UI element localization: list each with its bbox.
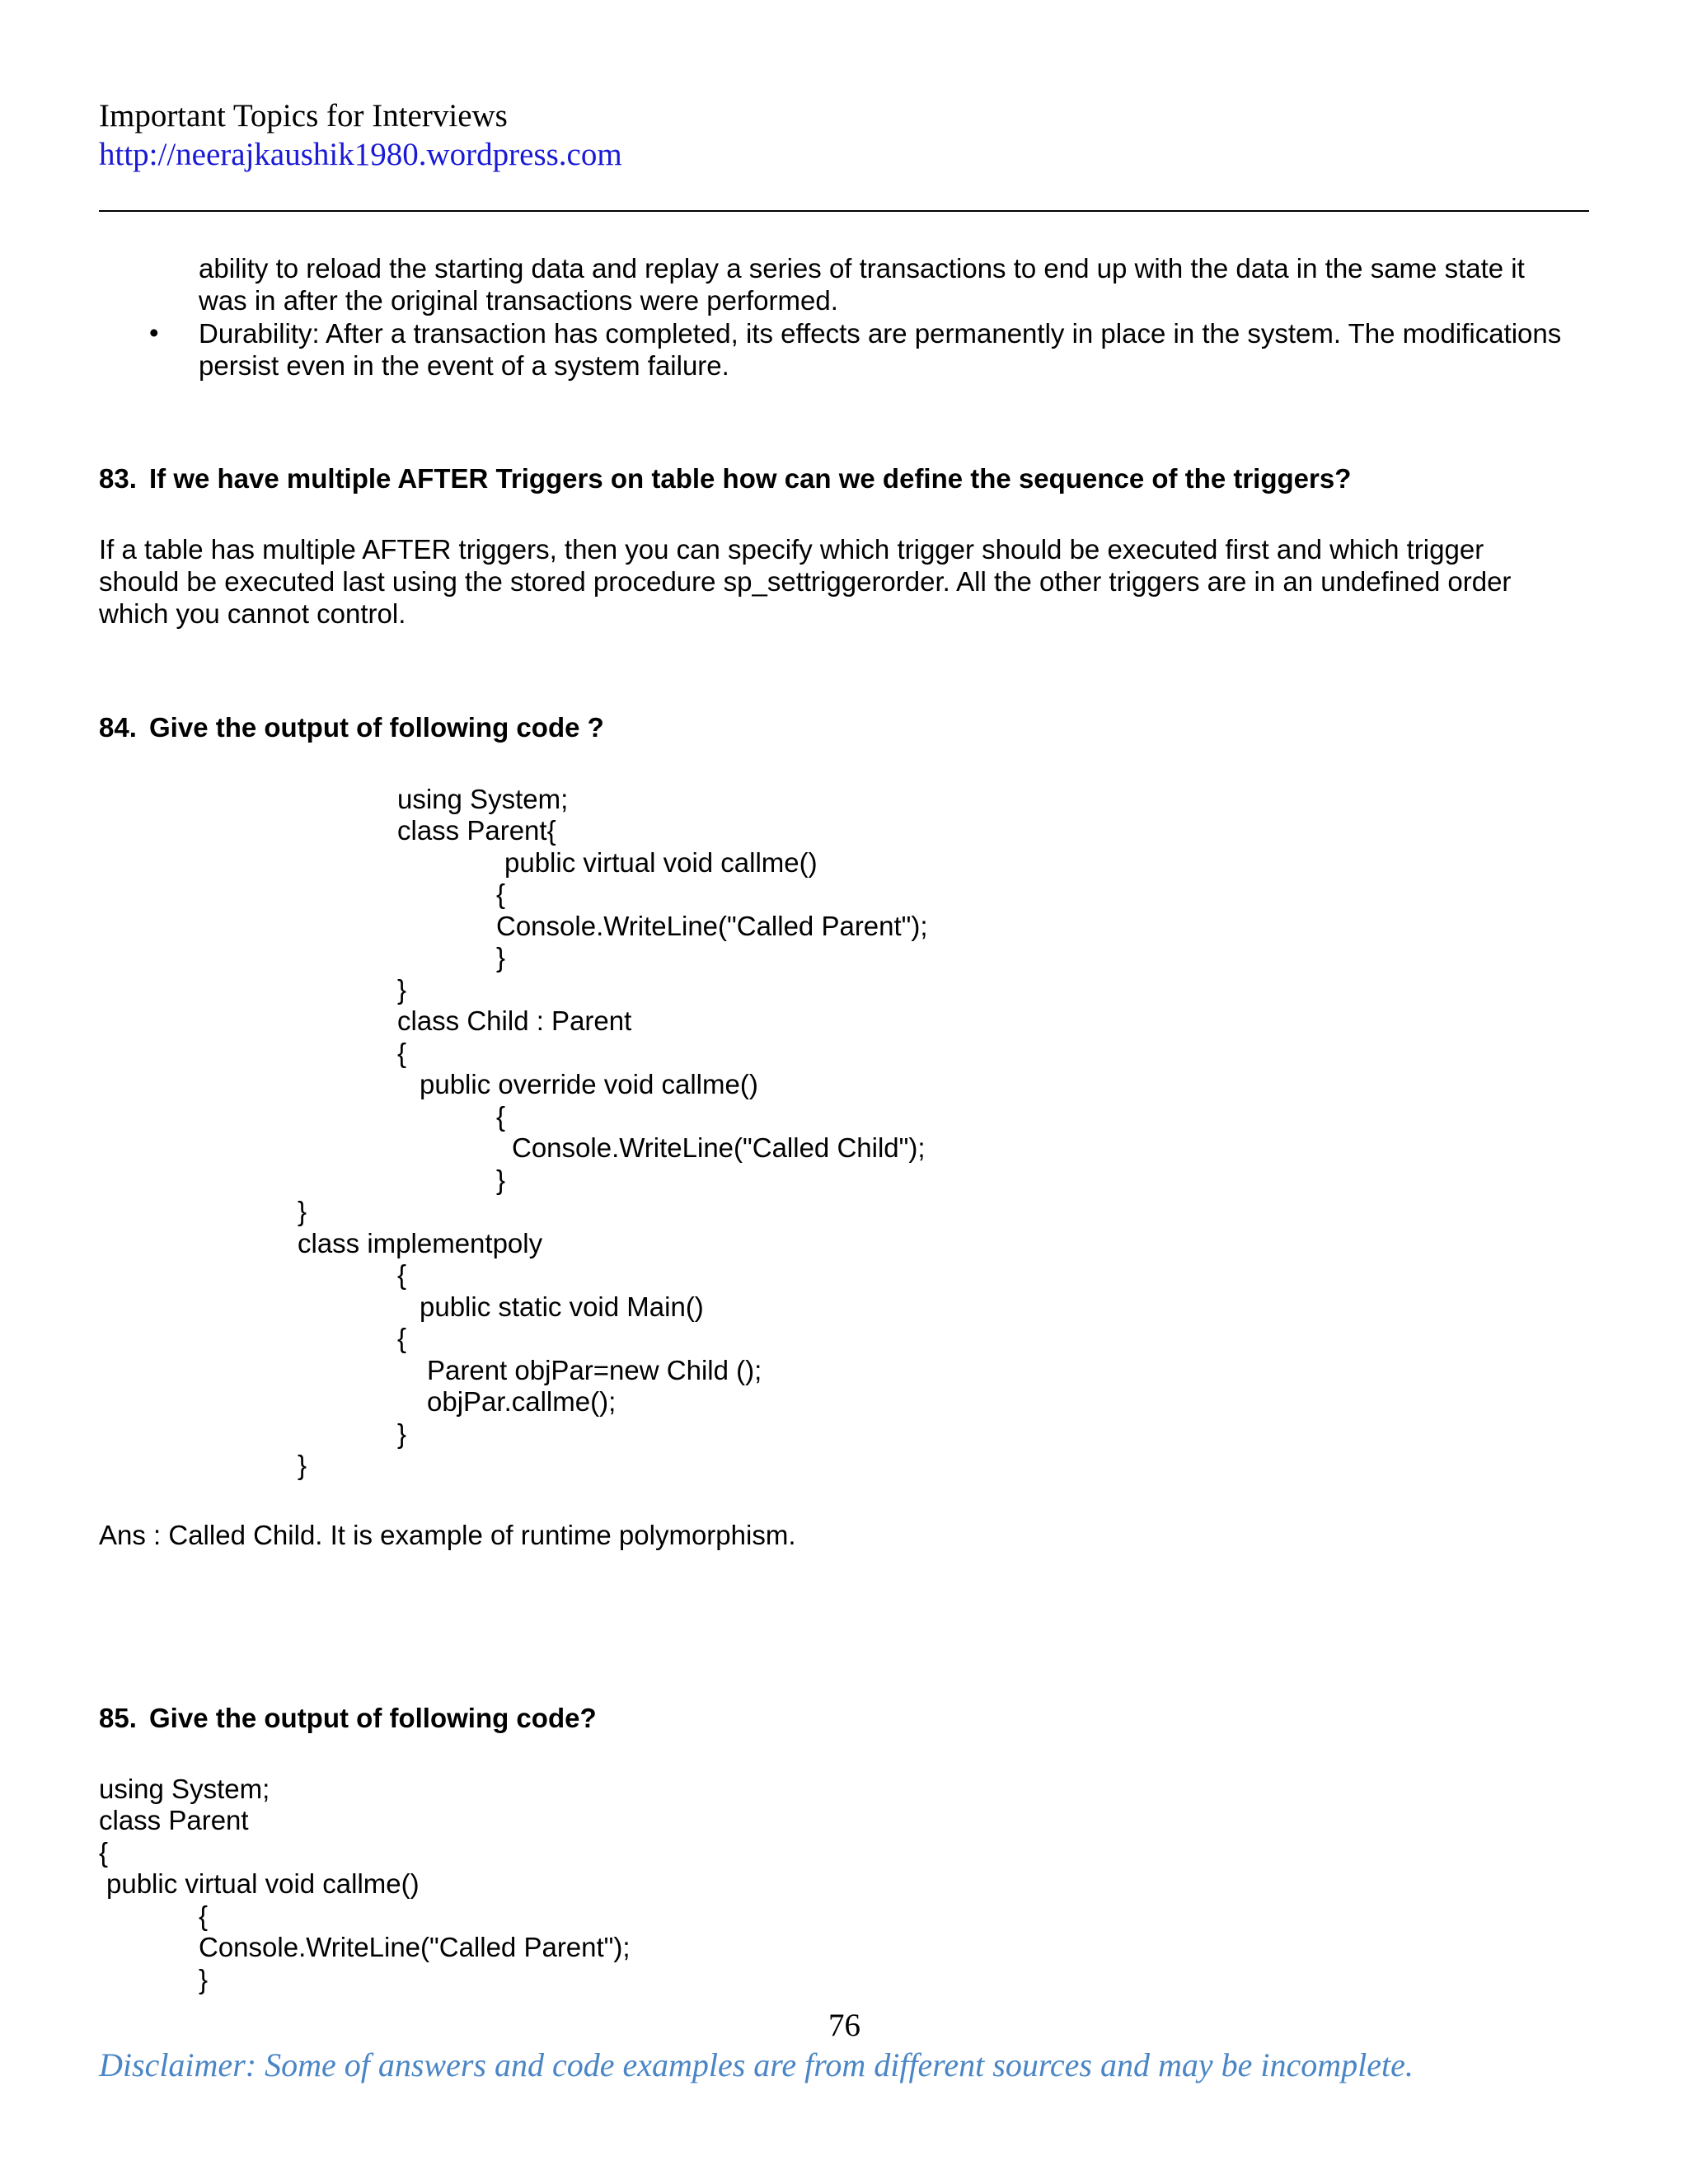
q83-answer-line: should be executed last using the stored procedure sp_settriggerorder. All the other triggers are in an undefined order	[99, 566, 1512, 597]
q84-code-line: public override void callme()	[420, 1069, 758, 1099]
q84-code-line: Console.WriteLine("Called Parent");	[496, 911, 928, 941]
q84-code-line: Console.WriteLine("Called Child");	[512, 1132, 926, 1163]
header-link[interactable]: http://neerajkaushik1980.wordpress.com	[99, 137, 622, 172]
q84-code-line: {	[397, 1259, 407, 1290]
q84-code-line: public static void Main()	[420, 1291, 704, 1322]
q85-code-line: using System;	[99, 1774, 270, 1804]
q84-code-line: objPar.callme();	[427, 1386, 617, 1417]
intro-line: ability to reload the starting data and replay a series of transactions to end up with the data in the same state it	[199, 253, 1525, 284]
intro-line: was in after the original transactions were performed.	[199, 285, 838, 316]
q84-code-line: using System;	[397, 784, 569, 814]
q84-code-line: }	[298, 1450, 307, 1480]
bullet-icon: •	[149, 317, 159, 348]
header-title: Important Topics for Interviews	[99, 98, 508, 134]
q84-code-line: {	[496, 879, 506, 909]
q84-code-line: }	[496, 1165, 506, 1195]
q83-number: 83.	[99, 463, 137, 494]
q84-code-line: public virtual void callme()	[504, 847, 818, 878]
q84-code-line: class implementpoly	[298, 1228, 543, 1258]
durability-line: Durability: After a transaction has completed, its effects are permanently in place in the system. The modifications	[199, 318, 1562, 349]
q83-answer-line: If a table has multiple AFTER triggers, then you can specify which trigger should be executed first and which trigger	[99, 534, 1484, 565]
q84-code-line: }	[298, 1196, 307, 1226]
q85-code-line: }	[199, 1964, 209, 1994]
header-divider	[99, 210, 1589, 212]
q85-code-line: public virtual void callme()	[106, 1868, 420, 1899]
q85-code-line: class Parent	[99, 1805, 249, 1835]
q83-question: If we have multiple AFTER Triggers on table how can we define the sequence of the triggers?	[149, 463, 1352, 494]
q85-code-line: {	[199, 1900, 209, 1931]
q84-code-line: }	[397, 1418, 407, 1449]
q85-code-line: Console.WriteLine("Called Parent");	[199, 1932, 631, 1962]
q84-code-line: class Parent{	[397, 815, 556, 846]
q84-code-line: }	[397, 974, 407, 1005]
q84-code-line: {	[397, 1323, 407, 1353]
q84-number: 84.	[99, 712, 137, 743]
durability-line: persist even in the event of a system failure.	[199, 350, 729, 381]
q84-question: Give the output of following code ?	[149, 712, 604, 743]
q83-answer-line: which you cannot control.	[99, 598, 406, 629]
q84-code-line: {	[397, 1038, 407, 1068]
q84-code-line: {	[496, 1101, 506, 1132]
q84-code-line: Parent objPar=new Child ();	[427, 1355, 762, 1385]
q84-code-line: class Child : Parent	[397, 1005, 632, 1036]
q85-number: 85.	[99, 1703, 137, 1733]
page-number: 76	[828, 2008, 860, 2043]
q84-code-line: }	[496, 942, 506, 972]
q84-answer: Ans : Called Child. It is example of runtime polymorphism.	[99, 1520, 796, 1550]
disclaimer: Disclaimer: Some of answers and code examples are from different sources and may be incomplete.	[99, 2046, 1414, 2083]
q85-code-line: {	[99, 1837, 109, 1868]
q85-question: Give the output of following code?	[149, 1703, 597, 1733]
